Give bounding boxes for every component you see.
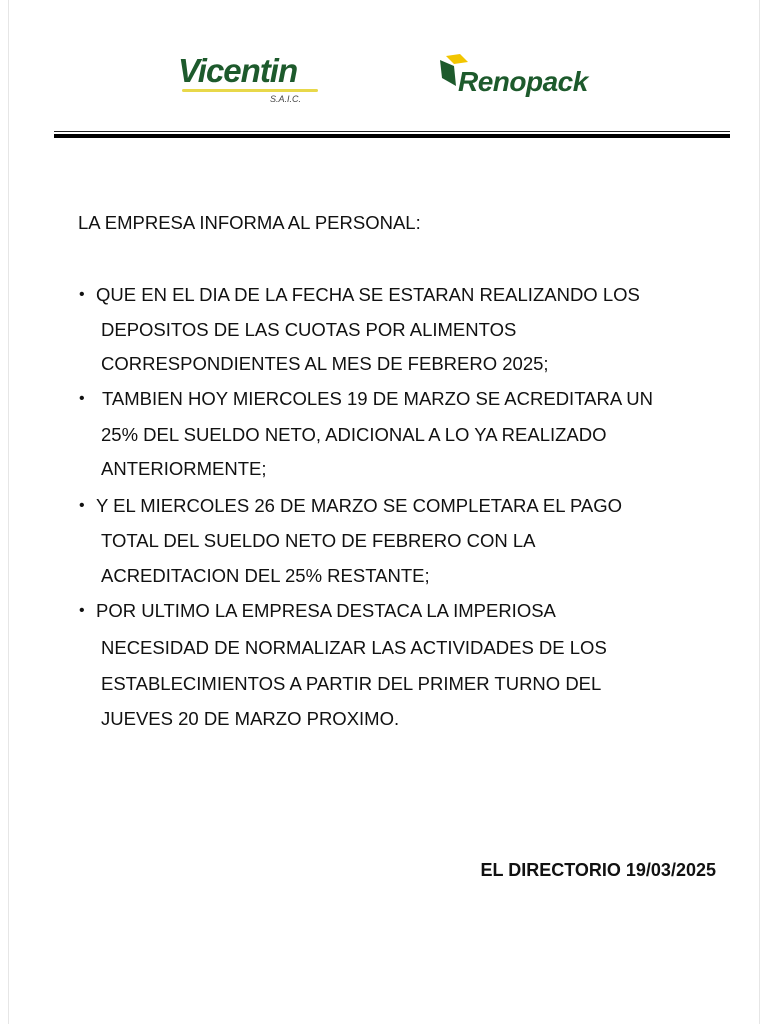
vicentin-logo: [178, 52, 302, 104]
bullet-line: ESTABLECIMIENTOS A PARTIR DEL PRIMER TURNO DEL: [101, 673, 602, 694]
renopack-logo: [440, 54, 588, 97]
bullet-icon: •: [79, 602, 85, 619]
bullet-line: ACREDITACION DEL 25% RESTANTE;: [101, 565, 430, 586]
bullet-icon: •: [79, 497, 85, 514]
bullet-line: CORRESPONDIENTES AL MES DE FEBRERO 2025;: [101, 353, 549, 374]
bullet-line: 25% DEL SUELDO NETO, ADICIONAL A LO YA REALIZADO: [101, 424, 607, 445]
page-edge-right: [759, 0, 760, 1024]
bullet-line: QUE EN EL DIA DE LA FECHA SE ESTARAN REALIZANDO LOS: [96, 284, 640, 305]
header-divider-thick: [54, 134, 730, 138]
bullet-line: POR ULTIMO LA EMPRESA DESTACA LA IMPERIOSA: [96, 600, 556, 621]
vicentin-logo-text: Vicentin: [178, 52, 298, 89]
header-divider-thin: [54, 131, 730, 132]
bullet-line: NECESIDAD DE NORMALIZAR LAS ACTIVIDADES DE LOS: [101, 637, 607, 658]
vicentin-logo-underline: [182, 89, 318, 92]
bullet-line: TOTAL DEL SUELDO NETO DE FEBRERO CON LA: [101, 530, 536, 551]
bullet-icon: •: [79, 390, 85, 407]
heading: LA EMPRESA INFORMA AL PERSONAL:: [78, 212, 421, 233]
renopack-logo-text: Renopack: [458, 66, 588, 97]
bullet-line: DEPOSITOS DE LAS CUOTAS POR ALIMENTOS: [101, 319, 517, 340]
bullet-line: JUEVES 20 DE MARZO PROXIMO.: [101, 708, 400, 729]
bullet-line: TAMBIEN HOY MIERCOLES 19 DE MARZO SE ACREDITARA UN: [102, 388, 653, 409]
bullet-line: ANTERIORMENTE;: [101, 458, 267, 479]
signature-date: EL DIRECTORIO 19/03/2025: [480, 860, 716, 880]
vicentin-logo-sub: S.A.I.C.: [270, 94, 302, 104]
bullet-line: Y EL MIERCOLES 26 DE MARZO SE COMPLETARA EL PAGO: [96, 495, 623, 516]
page-edge-left: [8, 0, 9, 1024]
bullet-icon: •: [79, 286, 85, 303]
